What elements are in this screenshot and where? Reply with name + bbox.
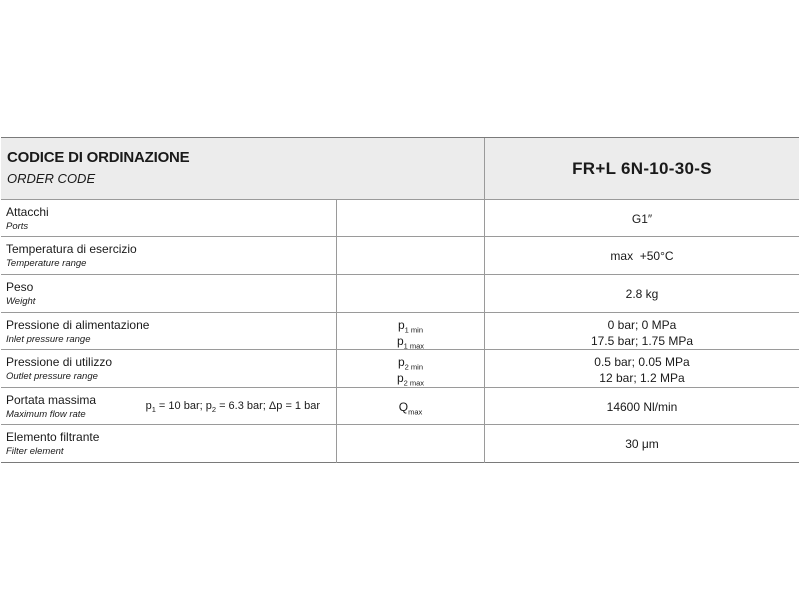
- table-row-inlet-pressure: [1, 312, 799, 349]
- label-en: Inlet pressure range: [6, 334, 91, 345]
- symbol-min: $p_{2 min}$: [397, 355, 424, 372]
- table-row-temperature: [1, 236, 799, 274]
- label-it: Portata massima: [6, 393, 97, 407]
- label-en: Maximum flow rate: [6, 409, 86, 420]
- value: G1″: [631, 212, 653, 226]
- value-cell: [484, 237, 799, 274]
- label-cell: [1, 275, 336, 312]
- symbol-max: $p_{2 max}$: [396, 371, 425, 388]
- value-cell: [484, 313, 799, 349]
- label-en: Outlet pressure range: [6, 371, 98, 382]
- table-header-row: [1, 138, 799, 199]
- header-code-cell: [484, 138, 799, 199]
- table-row-flow-rate: [1, 387, 799, 424]
- table-row-filter-element: [1, 424, 799, 463]
- table-row-ports: [1, 199, 799, 236]
- order-code: FR+L 6N-10-30-S: [572, 158, 712, 178]
- value: 14600 Nl/min: [606, 400, 678, 414]
- symbol-flow: $Q_{max}$: [398, 400, 423, 417]
- header-title-en: ORDER CODE: [7, 171, 96, 186]
- symbol-cell: [336, 425, 484, 463]
- label-en: Ports: [6, 221, 29, 232]
- label-cell: [1, 350, 336, 387]
- value-cell: [484, 275, 799, 312]
- value-max: 12 bar; 1.2 MPa: [599, 371, 685, 385]
- value-cell: [484, 200, 799, 236]
- label-en: Filter element: [6, 446, 64, 457]
- label-cell: [1, 388, 336, 424]
- label-it: Pressione di alimentazione: [6, 318, 150, 332]
- label-cell: [1, 425, 336, 463]
- label-cell: [1, 237, 336, 274]
- symbol-cell: [336, 275, 484, 312]
- symbol-max: $p_{1 max}$: [396, 334, 425, 351]
- symbol-cell: [336, 388, 484, 424]
- header-title-it: CODICE DI ORDINAZIONE: [7, 149, 190, 166]
- value-cell: [484, 388, 799, 424]
- order-code-table: [1, 137, 799, 463]
- label-en: Temperature range: [6, 258, 87, 269]
- label-en: Weight: [6, 296, 36, 307]
- value-min: 0.5 bar; 0.05 MPa: [594, 355, 690, 369]
- value-max: 17.5 bar; 1.75 MPa: [590, 334, 694, 348]
- label-it: Peso: [6, 280, 34, 294]
- label-it: Attacchi: [6, 205, 49, 219]
- symbol-cell: [336, 200, 484, 236]
- table-row-outlet-pressure: [1, 349, 799, 387]
- value: 2.8 kg: [625, 287, 659, 301]
- label-it: Elemento filtrante: [6, 430, 100, 444]
- label-cell: [1, 313, 336, 349]
- symbol-cell: [336, 237, 484, 274]
- value: max +50°C: [610, 249, 674, 263]
- label-it: Pressione di utilizzo: [6, 355, 113, 369]
- label-cell: [1, 200, 336, 236]
- value: 30 μm: [625, 437, 659, 451]
- value-cell: [484, 350, 799, 387]
- value-cell: [484, 425, 799, 463]
- table-row-weight: [1, 274, 799, 312]
- label-it: Temperatura di esercizio: [6, 242, 137, 256]
- value-min: 0 bar; 0 MPa: [607, 318, 677, 332]
- symbol-cell: [336, 313, 484, 349]
- flow-test-conditions: $p_1 = 10$ bar; $p_2 = 6.3$ bar; Δp = 1 bar: [145, 400, 320, 415]
- symbol-min: $p_{1 min}$: [397, 318, 424, 335]
- symbol-cell: [336, 350, 484, 387]
- header-title-cell: [1, 138, 484, 199]
